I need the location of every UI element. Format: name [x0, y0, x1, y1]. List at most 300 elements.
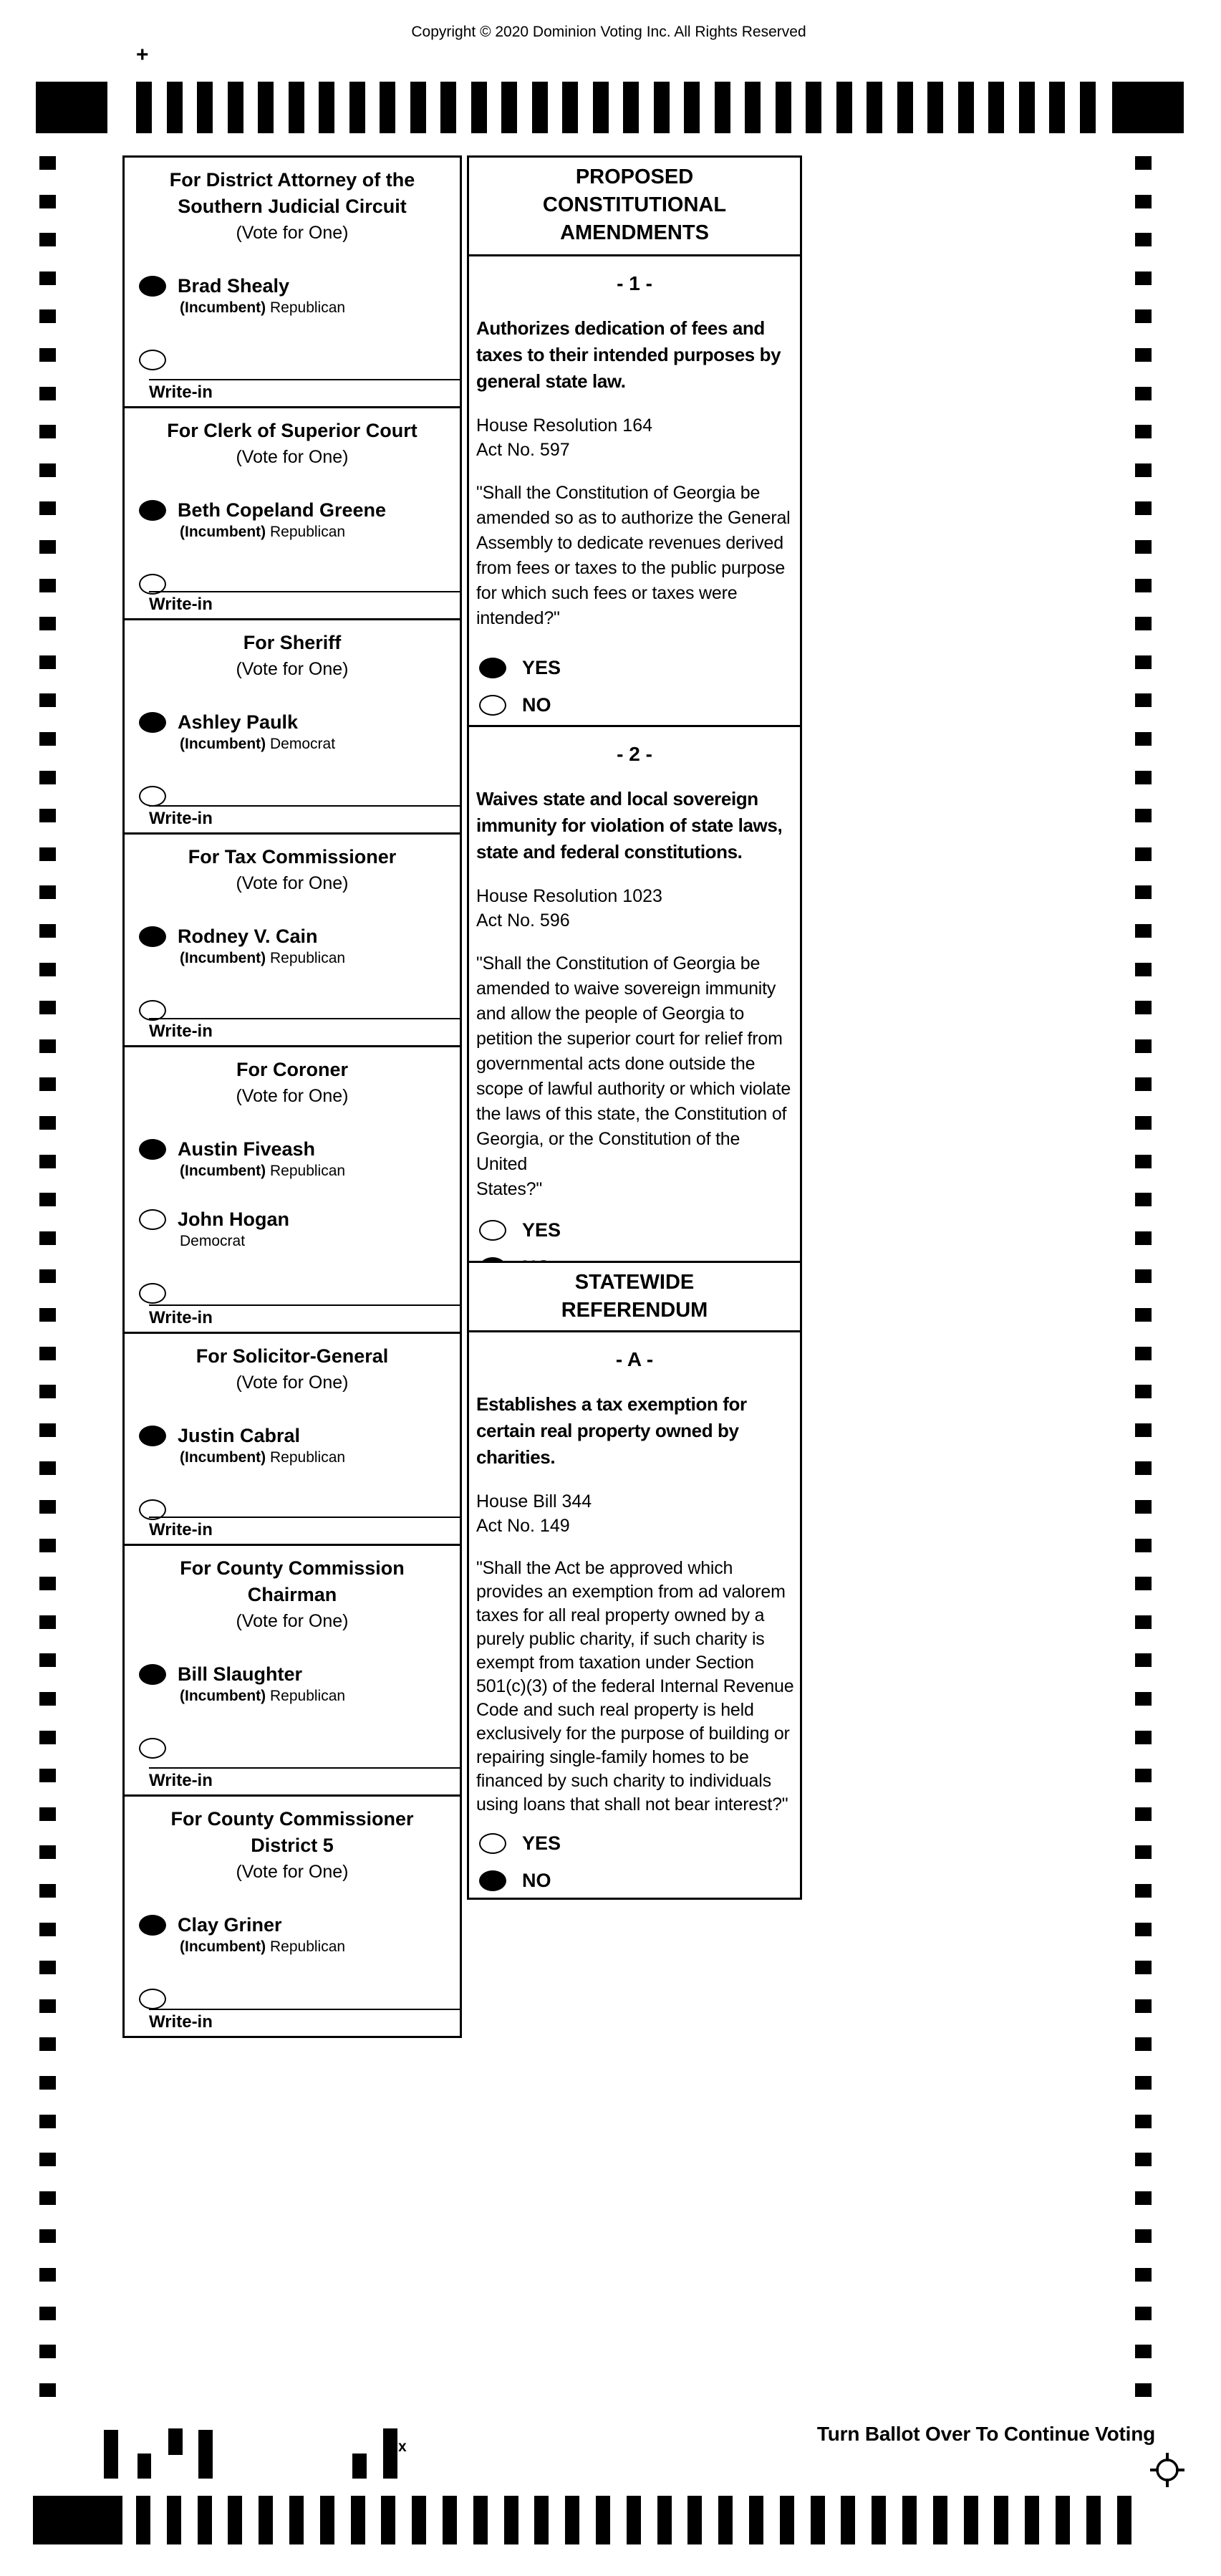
timing-mark: [1135, 885, 1152, 899]
timing-mark: [1135, 1539, 1152, 1552]
timing-mark: [1135, 387, 1152, 400]
measure-question-line: provides an exemption from ad valorem: [476, 1582, 786, 1602]
measure-question-line: "Shall the Constitution of Georgia be: [476, 483, 761, 503]
timing-mark: [39, 348, 56, 362]
timing-mark: [410, 82, 426, 133]
timing-mark: [1135, 2115, 1152, 2128]
timing-mark: [440, 82, 456, 133]
measure-summary: [476, 786, 794, 865]
write-in-area: [149, 1304, 460, 1328]
timing-mark: [39, 1999, 56, 2013]
write-in-label: Write-in: [149, 595, 213, 614]
contest-box: [122, 1045, 462, 1334]
contest-title-line: For County Commissioner: [170, 1808, 414, 1830]
measure-option-row: [479, 1215, 800, 1245]
timing-mark: [167, 82, 183, 133]
timing-mark: [39, 2345, 56, 2358]
timing-mark: [259, 2496, 273, 2544]
timing-mark: [39, 1269, 56, 1283]
timing-mark: [39, 195, 56, 208]
section-header-line: STATEWIDE: [574, 1271, 695, 1294]
measure-box: [467, 725, 802, 1263]
yes-bubble[interactable]: [479, 1220, 506, 1241]
contest-title-line: For Tax Commissioner: [188, 846, 397, 868]
timing-mark: [39, 2115, 56, 2128]
measure-question-line: for which such fees or taxes were: [476, 583, 738, 603]
timing-mark: [927, 82, 943, 133]
timing-mark: [1135, 1461, 1152, 1475]
candidate-detail: [180, 299, 460, 317]
timing-mark: [39, 1193, 56, 1206]
measure-question-line: using loans that shall not bear interest?": [476, 1794, 788, 1815]
candidate-bubble[interactable]: [139, 276, 166, 297]
small-x-mark: x: [398, 2438, 407, 2455]
vote-for-one-label: (Vote for One): [236, 223, 349, 243]
timing-mark: [1135, 1193, 1152, 1206]
timing-mark: [1135, 2037, 1152, 2051]
timing-mark: [1135, 1077, 1152, 1091]
write-in-row: [139, 1738, 460, 1759]
contest-box: [122, 1794, 462, 2038]
timing-mark: [1135, 732, 1152, 746]
contest-title-line: For District Attorney of the: [169, 169, 415, 191]
candidate-bubble[interactable]: [139, 1915, 166, 1936]
timing-mark: [841, 2496, 855, 2544]
section-header-title: [469, 1263, 800, 1325]
timing-mark: [39, 1692, 56, 1706]
write-in-area: [149, 1767, 460, 1791]
candidate-row: [139, 926, 460, 948]
candidate-name: Brad Shealy: [178, 275, 290, 297]
yes-bubble[interactable]: [479, 658, 506, 678]
timing-mark: [532, 82, 548, 133]
timing-mark: [1135, 1731, 1152, 1744]
timing-mark: [1135, 501, 1152, 515]
timing-mark: [1135, 2345, 1152, 2358]
timing-mark: [1135, 1884, 1152, 1898]
timing-mark: [168, 2428, 183, 2455]
timing-mark: [39, 847, 56, 861]
candidate-row: [139, 711, 460, 734]
measure-question-line: repairing single-family homes to be: [476, 1747, 749, 1767]
measure-summary-line: Waives state and local sovereign: [476, 788, 758, 809]
timing-mark: [39, 1423, 56, 1437]
timing-mark: [1135, 1116, 1152, 1130]
option-label: YES: [522, 1832, 561, 1854]
write-in-bubble[interactable]: [139, 786, 166, 807]
timing-mark: [562, 82, 578, 133]
timing-mark: [1135, 195, 1152, 208]
vote-for-one-label: (Vote for One): [236, 659, 349, 679]
timing-mark: [1135, 771, 1152, 784]
timing-mark: [1019, 82, 1035, 133]
candidate-bubble[interactable]: [139, 1664, 166, 1685]
timing-mark: [1135, 1385, 1152, 1398]
candidate-name: Clay Griner: [178, 1914, 282, 1936]
timing-mark: [1025, 2496, 1039, 2544]
timing-mark: [39, 1461, 56, 1475]
timing-mark: [627, 2496, 641, 2544]
candidate-bubble[interactable]: [139, 712, 166, 733]
timing-mark: [381, 2496, 395, 2544]
vote-for-one-label: (Vote for One): [236, 1086, 349, 1106]
measure-question-line: purely public charity, if such charity is: [476, 1629, 765, 1649]
contest-title-line: For Sheriff: [243, 632, 342, 653]
write-in-bubble[interactable]: [139, 1738, 166, 1759]
timing-mark: [897, 82, 913, 133]
contest-title: [125, 1797, 460, 1859]
timing-mark: [623, 82, 639, 133]
timing-mark: [1135, 617, 1152, 630]
candidate-name: Beth Copeland Greene: [178, 499, 387, 521]
measure-ref-line: Act No. 596: [476, 910, 570, 931]
party-label: Republican: [270, 950, 346, 966]
write-in-label: Write-in: [149, 1520, 213, 1539]
turn-ballot-over-instruction: Turn Ballot Over To Continue Voting: [816, 2423, 1155, 2445]
incumbent-label: (Incumbent): [180, 736, 266, 752]
write-in-area: [149, 1517, 460, 1540]
candidate-name: Ashley Paulk: [178, 711, 299, 733]
timing-mark: [1135, 2229, 1152, 2243]
timing-mark: [39, 271, 56, 285]
write-in-label: Write-in: [149, 1308, 213, 1327]
timing-mark: [137, 2454, 151, 2479]
timing-mark: [136, 82, 152, 133]
contest-box: [122, 406, 462, 620]
measure-question: [476, 481, 794, 631]
timing-mark: [1135, 2307, 1152, 2320]
timing-mark: [654, 82, 670, 133]
contest-title: [125, 1047, 460, 1083]
timing-mark: [39, 885, 56, 899]
timing-mark: [933, 2496, 947, 2544]
contest-box: [122, 155, 462, 408]
timing-mark: [39, 2153, 56, 2166]
incumbent-label: (Incumbent): [180, 1163, 266, 1179]
timing-mark: [39, 387, 56, 400]
timing-mark: [1135, 924, 1152, 938]
timing-mark: [39, 2268, 56, 2282]
vote-for-one-label: (Vote for One): [236, 1862, 349, 1882]
timing-mark: [1135, 2268, 1152, 2282]
timing-mark: [1135, 1269, 1152, 1283]
timing-mark: [776, 82, 791, 133]
timing-mark: [39, 501, 56, 515]
candidate-detail: [180, 1938, 460, 1956]
measure-references: [476, 884, 800, 933]
measure-number: - 2 -: [617, 743, 652, 765]
timing-mark: [1135, 463, 1152, 477]
measure-question-line: 501(c)(3) of the federal Internal Revenue: [476, 1676, 794, 1696]
timing-mark: [1056, 2496, 1070, 2544]
timing-mark: [811, 2496, 825, 2544]
write-in-label: Write-in: [149, 383, 213, 402]
candidate-name: Justin Cabral: [178, 1425, 301, 1446]
timing-mark: [534, 2496, 549, 2544]
party-label: Republican: [270, 1938, 346, 1955]
no-bubble[interactable]: [479, 695, 506, 716]
timing-mark: [473, 2496, 488, 2544]
timing-mark: [39, 924, 56, 938]
timing-mark: [39, 233, 56, 246]
candidate-bubble[interactable]: [139, 926, 166, 947]
section-header-line: PROPOSED: [575, 165, 694, 188]
write-in-bubble[interactable]: [139, 350, 166, 370]
timing-mark: [1135, 1155, 1152, 1168]
timing-mark: [39, 2037, 56, 2051]
timing-mark: [39, 1769, 56, 1782]
contest-title-line: For Clerk of Superior Court: [167, 420, 418, 441]
candidate-detail: [180, 1449, 460, 1466]
timing-mark: [352, 2454, 367, 2479]
timing-mark: [1135, 348, 1152, 362]
timing-mark: [39, 2383, 56, 2397]
candidate-name: Austin Fiveash: [178, 1138, 316, 1160]
incumbent-label: (Incumbent): [180, 1938, 266, 1955]
measure-summary-line: Establishes a tax exemption for: [476, 1393, 747, 1415]
write-in-row: [139, 786, 460, 807]
write-in-row: [139, 350, 460, 370]
timing-mark: [39, 2191, 56, 2205]
candidate-bubble[interactable]: [139, 1209, 166, 1230]
measure-question-line: petition the superior court for relief from: [476, 1029, 783, 1049]
timing-mark: [715, 82, 730, 133]
timing-mark: [1112, 82, 1184, 133]
timing-mark: [1135, 1807, 1152, 1821]
timing-mark: [1135, 1500, 1152, 1514]
measure-question-line: financed by such charity to individuals: [476, 1771, 771, 1791]
timing-mark: [687, 2496, 702, 2544]
party-label: Democrat: [180, 1233, 246, 1249]
timing-mark: [1135, 1347, 1152, 1360]
timing-mark: [836, 82, 852, 133]
contest-title-line: For County Commission: [180, 1557, 405, 1579]
contest-title: [125, 1334, 460, 1370]
timing-mark: [319, 82, 334, 133]
measure-question: [476, 951, 794, 1202]
timing-mark: [718, 2496, 733, 2544]
candidate-row: [139, 1208, 460, 1231]
measure-option-row: [479, 1865, 800, 1895]
contest-box: [122, 618, 462, 835]
write-in-area: [149, 379, 460, 403]
timing-mark: [320, 2496, 334, 2544]
timing-mark: [684, 82, 700, 133]
timing-mark: [745, 82, 761, 133]
measure-box: [467, 254, 802, 727]
timing-mark: [39, 425, 56, 438]
measure-question-line: "Shall the Constitution of Georgia be: [476, 953, 761, 974]
timing-mark: [228, 2496, 242, 2544]
candidate-detail: [180, 1688, 460, 1705]
no-bubble[interactable]: [479, 1870, 506, 1891]
timing-mark: [1135, 1999, 1152, 2013]
timing-mark: [1135, 1653, 1152, 1667]
timing-mark: [39, 809, 56, 822]
timing-mark: [1135, 655, 1152, 669]
timing-mark: [39, 1615, 56, 1629]
timing-mark: [565, 2496, 579, 2544]
measure-summary-line: certain real property owned by: [476, 1420, 739, 1441]
candidate-row: [139, 1663, 460, 1686]
measure-summary-line: general state law.: [476, 370, 626, 392]
candidate-bubble[interactable]: [139, 1426, 166, 1446]
contest-title-line: For Coroner: [236, 1059, 348, 1080]
timing-mark: [39, 1807, 56, 1821]
contest-title: [125, 835, 460, 870]
timing-mark: [104, 2430, 118, 2479]
measure-question-line: intended?": [476, 608, 560, 628]
measure-question-line: and allow the people of Georgia to: [476, 1004, 745, 1024]
write-in-area: [149, 2009, 460, 2032]
timing-mark: [1080, 82, 1096, 133]
timing-mark: [289, 82, 304, 133]
timing-mark: [1135, 1001, 1152, 1014]
measure-section-header: [467, 155, 802, 256]
candidate-detail: [180, 524, 460, 541]
write-in-label: Write-in: [149, 1022, 213, 1041]
timing-mark: [39, 579, 56, 592]
candidate-detail: [180, 950, 460, 967]
timing-mark: [1135, 1308, 1152, 1322]
measure-ref-line: Act No. 597: [476, 440, 570, 460]
measure-ref-line: Act No. 149: [476, 1516, 570, 1536]
party-label: Republican: [270, 1163, 346, 1179]
candidate-row: [139, 1425, 460, 1447]
measure-question: [476, 1557, 794, 1817]
measure-question-line: Georgia, or the Constitution of the United: [476, 1129, 740, 1174]
incumbent-label: (Incumbent): [180, 299, 266, 316]
timing-mark: [39, 1539, 56, 1552]
timing-mark: [228, 82, 243, 133]
measure-number: - A -: [615, 1348, 654, 1370]
vote-for-one-label: (Vote for One): [236, 1373, 349, 1393]
timing-mark: [1135, 233, 1152, 246]
timing-mark: [1135, 1923, 1152, 1936]
timing-mark: [39, 1155, 56, 1168]
measure-option-row: [479, 690, 800, 720]
timing-mark: [1135, 693, 1152, 707]
timing-mark: [749, 2496, 763, 2544]
vote-for-one-label: (Vote for One): [236, 873, 349, 893]
timing-mark: [39, 156, 56, 170]
vote-for-one-label: (Vote for One): [236, 1611, 349, 1631]
yes-bubble[interactable]: [479, 1833, 506, 1854]
timing-mark: [39, 1923, 56, 1936]
candidate-name: Rodney V. Cain: [178, 926, 318, 947]
write-in-label: Write-in: [149, 809, 213, 828]
timing-mark: [351, 2496, 365, 2544]
vote-for-one-label: (Vote for One): [236, 447, 349, 467]
timing-mark: [39, 1884, 56, 1898]
timing-mark: [39, 693, 56, 707]
timing-mark: [39, 1116, 56, 1130]
timing-mark: [33, 2496, 122, 2544]
measure-section-header: [467, 1261, 802, 1332]
contest-box: [122, 1544, 462, 1797]
timing-mark: [1135, 425, 1152, 438]
timing-mark: [39, 2229, 56, 2243]
write-in-row: [139, 1283, 460, 1304]
measure-question-line: "Shall the Act be approved which: [476, 1558, 733, 1578]
party-label: Republican: [270, 1688, 346, 1704]
timing-mark: [39, 1577, 56, 1590]
measure-question-line: Code and such real property is held: [476, 1700, 754, 1720]
timing-mark: [1135, 2076, 1152, 2090]
timing-mark: [39, 732, 56, 746]
contest-title: [125, 408, 460, 444]
timing-mark: [780, 2496, 794, 2544]
contest-title-line: Chairman: [247, 1584, 337, 1605]
candidate-bubble[interactable]: [139, 500, 166, 521]
timing-mark: [1135, 579, 1152, 592]
measure-question-line: scope of lawful authority or which violate: [476, 1079, 791, 1099]
measure-question-line: exclusively for the purpose of building or: [476, 1724, 790, 1744]
measure-box: [467, 1330, 802, 1900]
candidate-row: [139, 499, 460, 522]
plus-registration-mark: +: [136, 43, 149, 67]
option-label: YES: [522, 656, 561, 678]
timing-mark: [1135, 309, 1152, 323]
timing-mark: [958, 82, 974, 133]
write-in-bubble[interactable]: [139, 1283, 166, 1304]
measure-references: [476, 1489, 800, 1538]
measure-ref-line: House Resolution 164: [476, 415, 652, 436]
contest-title-line: For Solicitor-General: [196, 1345, 389, 1367]
timing-mark: [1135, 2191, 1152, 2205]
candidate-bubble[interactable]: [139, 1139, 166, 1160]
timing-mark: [1135, 2383, 1152, 2397]
timing-mark: [1135, 156, 1152, 170]
party-label: Democrat: [270, 736, 336, 752]
write-in-label: Write-in: [149, 1771, 213, 1790]
timing-mark: [1135, 1845, 1152, 1859]
contest-title-line: Southern Judicial Circuit: [178, 196, 407, 217]
timing-mark: [902, 2496, 917, 2544]
measure-summary-line: Authorizes dedication of fees and: [476, 317, 765, 339]
write-in-bubble[interactable]: [139, 1989, 166, 2009]
timing-mark: [197, 82, 213, 133]
write-in-label: Write-in: [149, 2012, 213, 2032]
timing-mark: [39, 1231, 56, 1245]
timing-mark: [289, 2496, 304, 2544]
timing-mark: [596, 2496, 610, 2544]
measure-summary-line: taxes to their intended purposes by: [476, 344, 781, 365]
candidate-detail: [180, 736, 460, 753]
measure-question-line: governmental acts done outside the: [476, 1054, 756, 1074]
write-in-area: [149, 805, 460, 829]
section-header-line: REFERENDUM: [561, 1299, 708, 1322]
timing-mark: [39, 655, 56, 669]
timing-mark: [39, 1845, 56, 1859]
party-label: Republican: [270, 299, 346, 316]
timing-mark: [867, 82, 882, 133]
timing-mark: [657, 2496, 672, 2544]
timing-mark: [988, 82, 1004, 133]
write-in-area: [149, 591, 460, 615]
section-header-title: [469, 158, 800, 247]
timing-mark: [1135, 2153, 1152, 2166]
timing-mark: [349, 82, 365, 133]
contest-title: [125, 1546, 460, 1608]
measure-question-line: Assembly to dedicate revenues derived: [476, 533, 783, 553]
measure-summary: [476, 315, 794, 395]
timing-mark: [380, 82, 395, 133]
measure-references: [476, 413, 800, 462]
timing-mark: [39, 309, 56, 323]
registration-target-icon: [1149, 2451, 1186, 2489]
timing-mark: [471, 82, 487, 133]
